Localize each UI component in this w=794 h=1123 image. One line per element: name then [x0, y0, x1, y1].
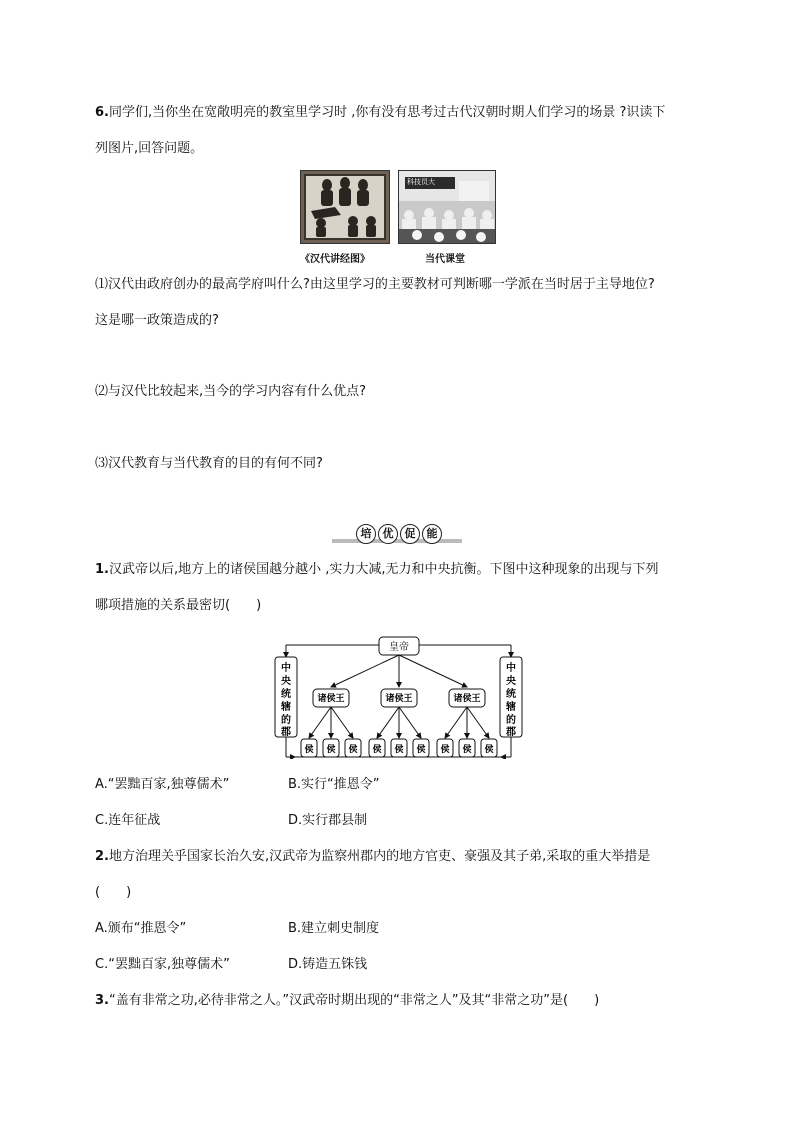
p1-option-a[interactable]: A.“罢黜百家,独尊儒术” — [95, 777, 230, 792]
p3-text-1: “盖有非常之功,必待非常之人。”汉武帝时期出现的“非常之人”及其“非常之功”是( ) — [108, 993, 600, 1008]
p1-line-2: 哪项措施的关系最密切( ) — [95, 598, 262, 613]
q6-text-1: 同学们,当你坐在宽敞明亮的教室里学习时 ,你有没有思考过古代汉朝时期人们学习的场景 ?识读下 — [108, 105, 666, 120]
marquis-label: 侯 — [304, 745, 314, 755]
p1-option-c[interactable]: C.连年征战 — [95, 813, 161, 828]
p1-number: 1. — [95, 562, 109, 577]
marquis-label: 侯 — [462, 745, 472, 755]
banner-char: 能 — [422, 524, 442, 544]
q6-line-1 — [95, 104, 665, 122]
marquis-label: 侯 — [416, 745, 426, 755]
emperor-label: 皇帝 — [389, 642, 409, 653]
side-right-char: 辖 — [506, 702, 516, 713]
feudal-structure-diagram — [269, 635, 527, 763]
p1-text-1: 汉武帝以后,地方上的诸侯国越分越小 ,实力大减,无力和中央抗衡。下图中这种现象的出现与下列 — [108, 562, 659, 577]
banner-char: 促 — [400, 524, 420, 544]
p2-line-1 — [95, 848, 650, 866]
q6-sub3: ⑶汉代教育与当代教育的目的有何不同? — [95, 456, 323, 471]
banner-char: 培 — [356, 524, 376, 544]
han-lecture-image — [300, 170, 390, 244]
marquis-label: 侯 — [326, 745, 336, 755]
p3-line-1 — [95, 992, 599, 1010]
side-left-char: 中 — [281, 663, 291, 674]
king-label: 诸侯王 — [317, 694, 345, 704]
king-label: 诸侯王 — [453, 694, 481, 704]
side-right-char: 的 — [506, 715, 516, 726]
p1-line-1 — [95, 561, 659, 579]
p2-number: 2. — [95, 849, 109, 864]
side-right-char: 郡 — [506, 727, 516, 738]
side-left-char: 央 — [281, 676, 291, 687]
side-left-char: 的 — [281, 715, 291, 726]
side-left-char: 辖 — [281, 702, 291, 713]
side-left-char: 统 — [281, 689, 291, 700]
banner-char: 优 — [378, 524, 398, 544]
p2-option-b[interactable]: B.建立刺史制度 — [288, 921, 380, 936]
section-banner — [332, 524, 462, 548]
side-right-char: 中 — [506, 663, 516, 674]
q6-sub2: ⑵与汉代比较起来,当今的学习内容有什么优点? — [95, 384, 367, 399]
marquis-label: 侯 — [484, 745, 494, 755]
marquis-label: 侯 — [372, 745, 382, 755]
marquis-label: 侯 — [394, 745, 404, 755]
side-left-char: 郡 — [281, 727, 291, 738]
king-label: 诸侯王 — [385, 694, 413, 704]
p2-option-a[interactable]: A.颁布“推恩令” — [95, 921, 187, 936]
p2-option-d[interactable]: D.铸造五铢钱 — [288, 957, 368, 972]
p1-option-b[interactable]: B.实行“推恩令” — [288, 777, 380, 792]
han-lecture-caption: 《汉代讲经图》 — [300, 254, 370, 265]
classroom-board-text: 科技员大 — [407, 178, 435, 186]
modern-classroom-image — [398, 170, 496, 244]
modern-classroom-caption: 当代课堂 — [425, 254, 465, 265]
p2-line-2: ( ) — [95, 885, 132, 900]
p2-option-c[interactable]: C.“罢黜百家,独尊儒术” — [95, 957, 230, 972]
p1-option-d[interactable]: D.实行郡县制 — [288, 813, 368, 828]
marquis-label: 侯 — [348, 745, 358, 755]
q6-sub1-line-2: 这是哪一政策造成的? — [95, 313, 219, 328]
side-right-char: 央 — [506, 676, 516, 687]
side-right-char: 统 — [506, 689, 516, 700]
p3-number: 3. — [95, 993, 109, 1008]
q6-number: 6. — [95, 105, 109, 120]
marquis-label: 侯 — [440, 745, 450, 755]
q6-line-2: 列图片,回答问题。 — [95, 141, 204, 156]
q6-sub1-line-1: ⑴汉代由政府创办的最高学府叫什么?由这里学习的主要教材可判断哪一学派在当时居于主导地位? — [95, 277, 655, 292]
p2-text-1: 地方治理关乎国家长治久安,汉武帝为监察州郡内的地方官吏、豪强及其子弟,采取的重大举措是 — [108, 849, 651, 864]
